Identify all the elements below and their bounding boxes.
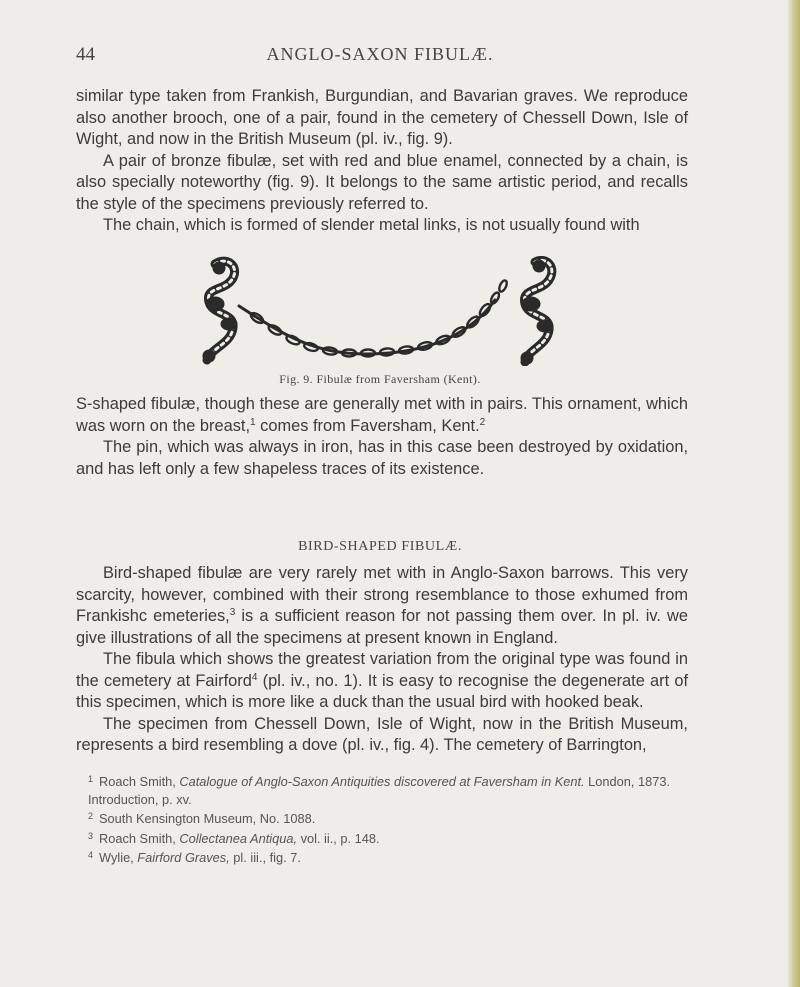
paragraph-1: similar type taken from Frankish, Burgundian, and Bavarian graves. We reproduce also another brooch, one of a pair, found in the cemetery of Chessell Down, Isle of Wight, and now in the British Museum (pl. iv., fig. 9). xyxy=(76,87,688,148)
footnotes xyxy=(88,771,708,867)
footnote-1-text-b: London, 1873. xyxy=(584,774,671,789)
footnote-4-title: Fairford Graves, xyxy=(137,850,230,865)
footnote-ref-1: 1 xyxy=(250,416,256,428)
paragraph-6-text-a: Bird-shaped fibulæ are very rarely met with in Anglo-Saxon barrows. This very scarcity, however, combined with their strong resemblance to those exhumed from Frankishc emeteries, xyxy=(76,564,688,625)
paragraph-7 xyxy=(76,649,688,714)
footnote-3 xyxy=(88,828,708,848)
body-text-top xyxy=(76,86,688,237)
paragraph-6 xyxy=(76,563,688,649)
paragraph-4 xyxy=(76,394,688,437)
footnote-3-text-b: vol. ii., p. 148. xyxy=(297,830,380,846)
figure-caption: Fig. 9. Fibulæ from Faversham (Kent). xyxy=(279,372,481,386)
footnote-3-title: Collectanea Antiqua, xyxy=(179,830,298,846)
footnote-ref-3: 3 xyxy=(229,607,236,618)
footnote-2 xyxy=(88,808,708,828)
footnote-4 xyxy=(88,847,708,867)
footnote-1 xyxy=(88,771,708,791)
footnote-1-title: Catalogue of Anglo-Saxon Antiquities discovered at Faversham in Kent. xyxy=(179,774,585,789)
section-heading: BIRD-SHAPED FIBULÆ. xyxy=(298,539,462,554)
footnote-4-number: 4 xyxy=(88,850,94,860)
page-number: 44 xyxy=(76,44,95,65)
fibulae-chain-illustration xyxy=(195,256,561,366)
paragraph-2: A pair of bronze fibulæ, set with red and blue enamel, connected by a chain, is also specially noteworthy (fig. 9). It belongs to the same artistic period, and recalls the style of the specimens previously referred to. xyxy=(76,151,688,213)
paragraph-3: The chain, which is formed of slender metal links, is not usually found with xyxy=(103,216,640,234)
footnote-1-text-a: Roach Smith, xyxy=(99,774,180,789)
paragraph-6-text-b: is a sufficient reason for not passing them over. In pl. iv. we give illustrations of all the specimens at present known in England. xyxy=(76,607,688,647)
paragraph-8: The specimen from Chessell Down, Isle of Wight, now in the British Museum, represents a bird resembling a dove (pl. iv., fig. 4). The cemetery of Barrington, xyxy=(76,714,688,754)
paragraph-7-text-b: (pl. iv., no. 1). It is easy to recognise the degenerate art of this specimen, which is more like a duck than the usual bird with hooked beak. xyxy=(76,671,688,711)
footnote-1-continued: Introduction, p. xv. xyxy=(88,791,192,807)
body-text-bottom xyxy=(76,563,688,757)
footnote-1-number: 1 xyxy=(88,774,94,784)
footnote-3-text-a: Roach Smith, xyxy=(99,830,180,846)
paragraph-5: The pin, which was always in iron, has in this case been destroyed by oxidation, and has left only a few shapeless traces of its existence. xyxy=(76,438,688,478)
footnote-3-number: 3 xyxy=(88,830,94,841)
paragraph-4-text-a: S-shaped fibulæ, though these are generally met with in pairs. This ornament, which was worn on the breast, xyxy=(76,395,688,435)
paragraph-4-text-b: comes from Faversham, Kent. xyxy=(255,416,480,435)
footnote-ref-2: 2 xyxy=(479,416,486,428)
page-edge xyxy=(788,0,800,987)
footnote-4-text-a: Wylie, xyxy=(99,850,138,865)
footnote-2-number: 2 xyxy=(88,811,94,821)
footnote-2-text: South Kensington Museum, No. 1088. xyxy=(99,811,316,826)
body-text-middle xyxy=(76,394,688,480)
footnote-ref-4: 4 xyxy=(251,671,258,683)
footnote-4-text-b: pl. iii., fig. 7. xyxy=(229,850,301,865)
running-title: ANGLO-SAXON FIBULÆ. xyxy=(266,44,494,64)
paragraph-7-text-a: The fibula which shows the greatest variation from the original type was found in the cemetery at Fairford xyxy=(76,650,688,690)
